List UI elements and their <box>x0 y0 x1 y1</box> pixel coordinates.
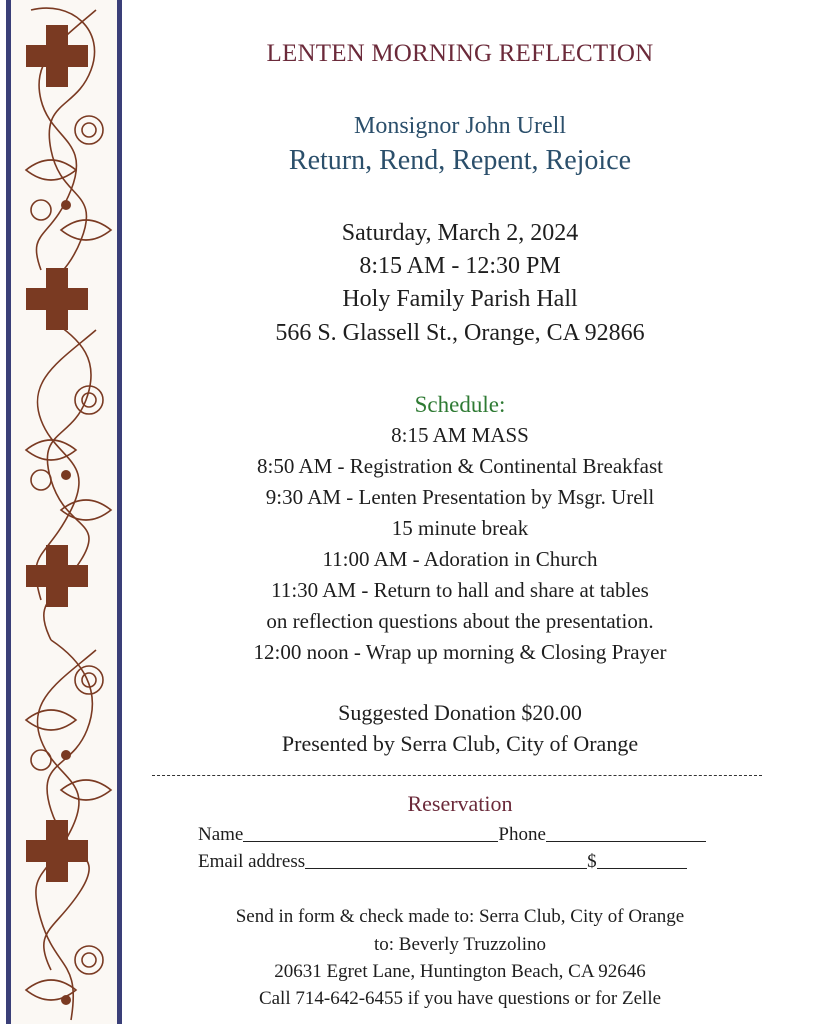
reservation-heading: Reservation <box>407 791 513 816</box>
footer-line: 20631 Egret Lane, Huntington Beach, CA 92646 <box>274 961 646 982</box>
name-field[interactable] <box>243 840 498 842</box>
email-field[interactable] <box>305 867 587 869</box>
phone-label: Phone <box>498 824 546 845</box>
cross-icon <box>26 268 88 330</box>
footer-line: to: Beverly Truzzolino <box>373 934 547 955</box>
cross-icon <box>26 820 88 882</box>
footer-line: Send in form & check made to: Serra Club, City of Orange <box>235 906 685 927</box>
schedule-item: 12:00 noon - Wrap up morning & Closing Prayer <box>253 640 667 664</box>
event-address: 566 S. Glassell St., Orange, CA 92866 <box>275 320 645 346</box>
name-phone-row <box>198 824 706 846</box>
event-time: 8:15 AM - 12:30 PM <box>359 253 561 279</box>
speaker-name: Monsignor John Urell <box>354 113 566 139</box>
cross-icon <box>26 545 88 607</box>
name-label: Name <box>198 824 244 845</box>
schedule-item: 9:30 AM - Lenten Presentation by Msgr. Urell <box>265 485 655 509</box>
ornamental-border <box>6 0 122 1024</box>
schedule-item: 8:15 AM MASS <box>391 423 529 447</box>
reflection-theme: Return, Rend, Repent, Rejoice <box>288 145 632 176</box>
ornament-crosses <box>11 0 117 1024</box>
presented-by: Presented by Serra Club, City of Orange <box>281 731 639 756</box>
schedule-item: 8:50 AM - Registration & Continental Breakfast <box>257 454 663 478</box>
flyer-content <box>130 0 790 1024</box>
schedule-item: on reflection questions about the presentation. <box>266 609 654 633</box>
schedule-item: 11:30 AM - Return to hall and share at tables <box>271 578 649 602</box>
flyer-title: LENTEN MORNING REFLECTION <box>266 40 654 67</box>
event-date: Saturday, March 2, 2024 <box>341 220 579 246</box>
email-label: Email address <box>198 851 306 872</box>
amount-label: $ <box>587 851 597 872</box>
schedule-item: 11:00 AM - Adoration in Church <box>322 547 598 571</box>
cross-icon <box>26 25 88 87</box>
schedule-heading: Schedule: <box>414 392 506 417</box>
phone-field[interactable] <box>546 840 706 842</box>
event-venue: Holy Family Parish Hall <box>342 286 578 312</box>
cut-line <box>152 775 762 776</box>
amount-field[interactable] <box>597 867 687 869</box>
suggested-donation: Suggested Donation $20.00 <box>338 700 582 725</box>
schedule-item: 15 minute break <box>391 516 529 540</box>
email-amount-row <box>198 851 687 873</box>
footer-line: Call 714-642-6455 if you have questions or for Zelle <box>258 988 662 1009</box>
